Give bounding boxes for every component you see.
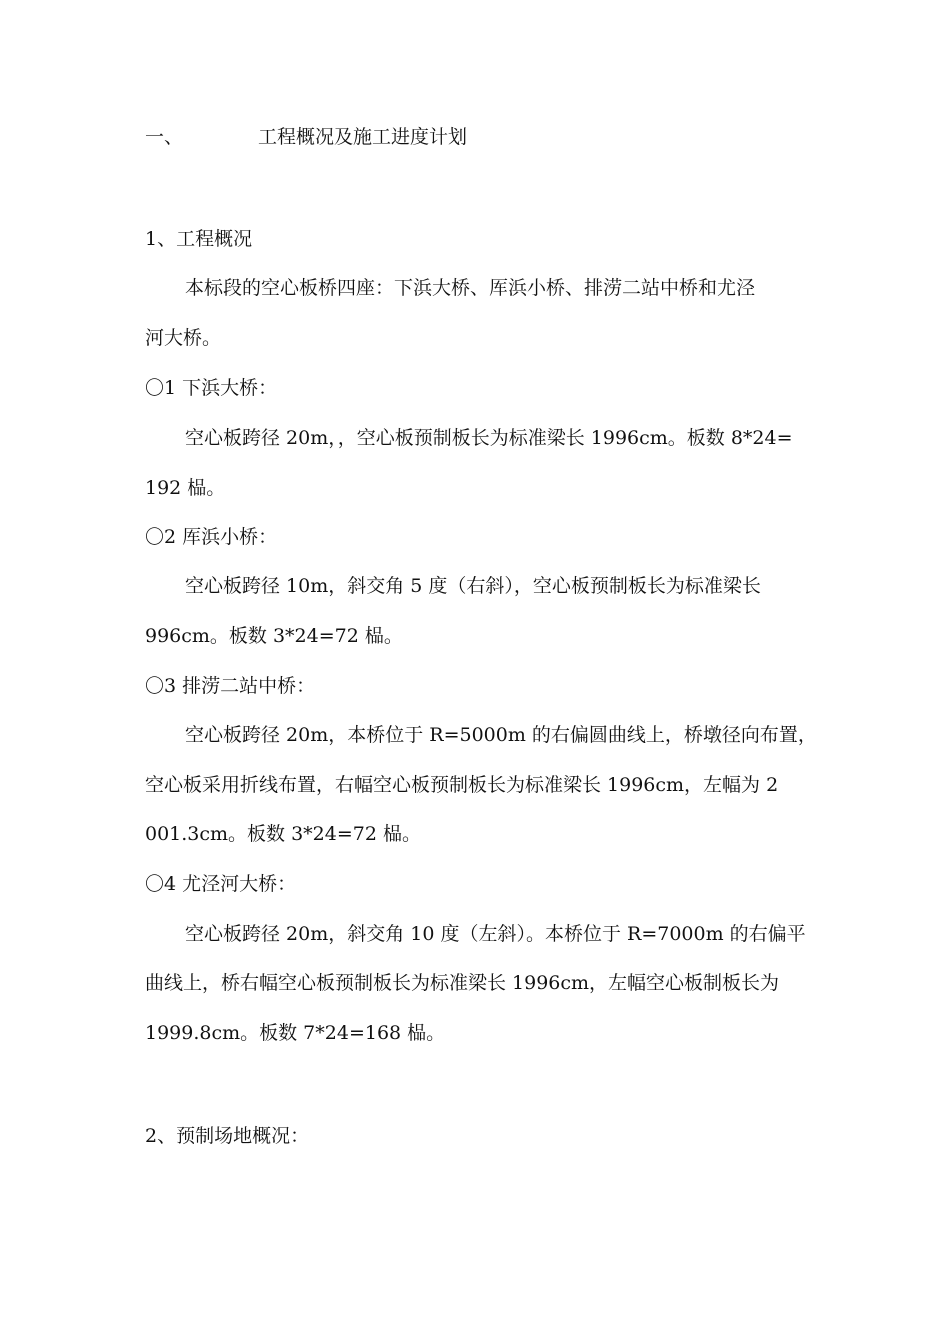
section-1-title: 1、工程概况: [145, 228, 253, 250]
bridge-4-label: 〇4 尤泾河大桥：: [145, 873, 297, 895]
bridge-4-line-3: 1999.8cm。板数 7*24=168 榀。: [145, 1022, 446, 1044]
bridge-2-label: 〇2 厍浜小桥：: [145, 526, 278, 548]
bridge-1-line-1: 空心板跨径 20m，，空心板预制板长为标准梁长 1996cm。板数 8*24=: [185, 427, 793, 449]
bridge-2-line-2: 996cm。板数 3*24=72 榀。: [145, 625, 403, 647]
bridge-4-line-1: 空心板跨径 20m，斜交角 10 度（左斜）。本桥位于 R=7000m 的右偏平: [185, 923, 806, 945]
heading-title: 工程概况及施工进度计划: [258, 126, 468, 148]
section-2-title: 2、预制场地概况：: [145, 1125, 310, 1147]
bridge-3-line-3: 001.3cm。板数 3*24=72 榀。: [145, 823, 421, 845]
heading-number: 一、: [145, 126, 184, 148]
bridge-1-line-2: 192 榀。: [145, 477, 226, 499]
bridge-1-label: 〇1 下浜大桥：: [145, 377, 278, 399]
bridge-2-line-1: 空心板跨径 10m，斜交角 5 度（右斜），空心板预制板长为标准梁长: [185, 575, 761, 597]
intro-line-1: 本标段的空心板桥四座：下浜大桥、厍浜小桥、排涝二站中桥和尤泾: [185, 277, 756, 299]
bridge-4-line-2: 曲线上，桥右幅空心板预制板长为标准梁长 1996cm，左幅空心板制板长为: [145, 972, 780, 994]
intro-line-2: 河大桥。: [145, 327, 222, 349]
bridge-3-line-1: 空心板跨径 20m，本桥位于 R=5000m 的右偏圆曲线上，桥墩径向布置，: [185, 724, 817, 746]
bridge-3-label: 〇3 排涝二站中桥：: [145, 675, 316, 697]
bridge-3-line-2: 空心板采用折线布置，右幅空心板预制板长为标准梁长 1996cm，左幅为 2: [145, 774, 779, 796]
